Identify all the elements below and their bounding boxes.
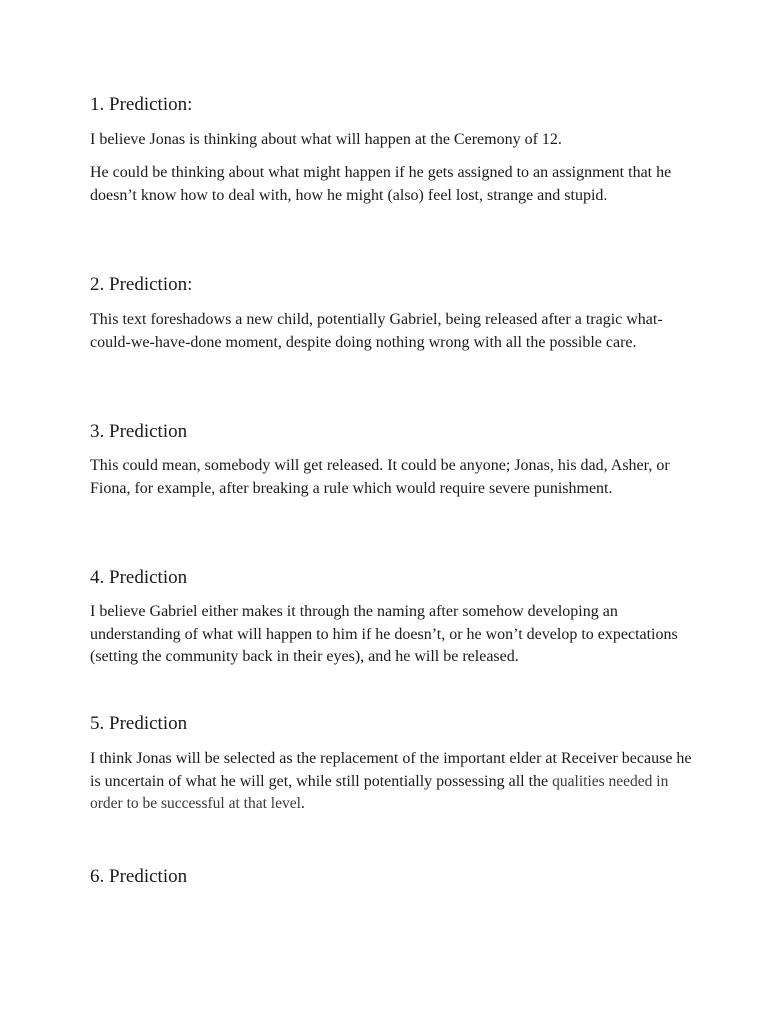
section-1-paragraph-2: He could be thinking about what might happen if he gets assigned to an assignment that he doesn’t know how to deal with, how he might (also) feel lost, strange and stupid. bbox=[90, 164, 672, 204]
section-3-heading: 3. Prediction bbox=[90, 421, 188, 442]
section-5-paragraph-1 bbox=[90, 748, 700, 816]
section-1-heading: 1. Prediction: bbox=[90, 94, 193, 115]
section-2-heading: 2. Prediction: bbox=[90, 274, 193, 295]
section-1-paragraph-1: I believe Jonas is thinking about what will happen at the Ceremony of 12. bbox=[90, 131, 562, 148]
section-5-text-tail: qualities needed in order to be successful at that level bbox=[90, 772, 669, 812]
section-4-paragraph-1: I believe Gabriel either makes it through the naming after somehow developing an understanding of what will happen to him if he doesn’t, or he won’t develop to expectations (setting the community back in their eyes), and he will be released. bbox=[90, 603, 678, 665]
section-5-text-main: I think Jonas will be selected as the replacement of the important elder at Receiver because he is uncertain of what he will get, while still potentially possessing all the bbox=[90, 750, 692, 790]
section-5-heading: 5. Prediction bbox=[90, 713, 188, 734]
section-4-heading: 4. Prediction bbox=[90, 567, 188, 588]
section-6-heading: 6. Prediction bbox=[90, 866, 188, 887]
section-2-paragraph-1: This text foreshadows a new child, potentially Gabriel, being released after a tragic what-could-we-have-done moment, despite doing nothing wrong with all the possible care. bbox=[90, 311, 663, 351]
section-5-period: . bbox=[300, 795, 305, 812]
section-3-paragraph-1: This could mean, somebody will get released. It could be anyone; Jonas, his dad, Asher, or Fiona, for example, after breaking a rule which would require severe punishment. bbox=[90, 457, 670, 497]
